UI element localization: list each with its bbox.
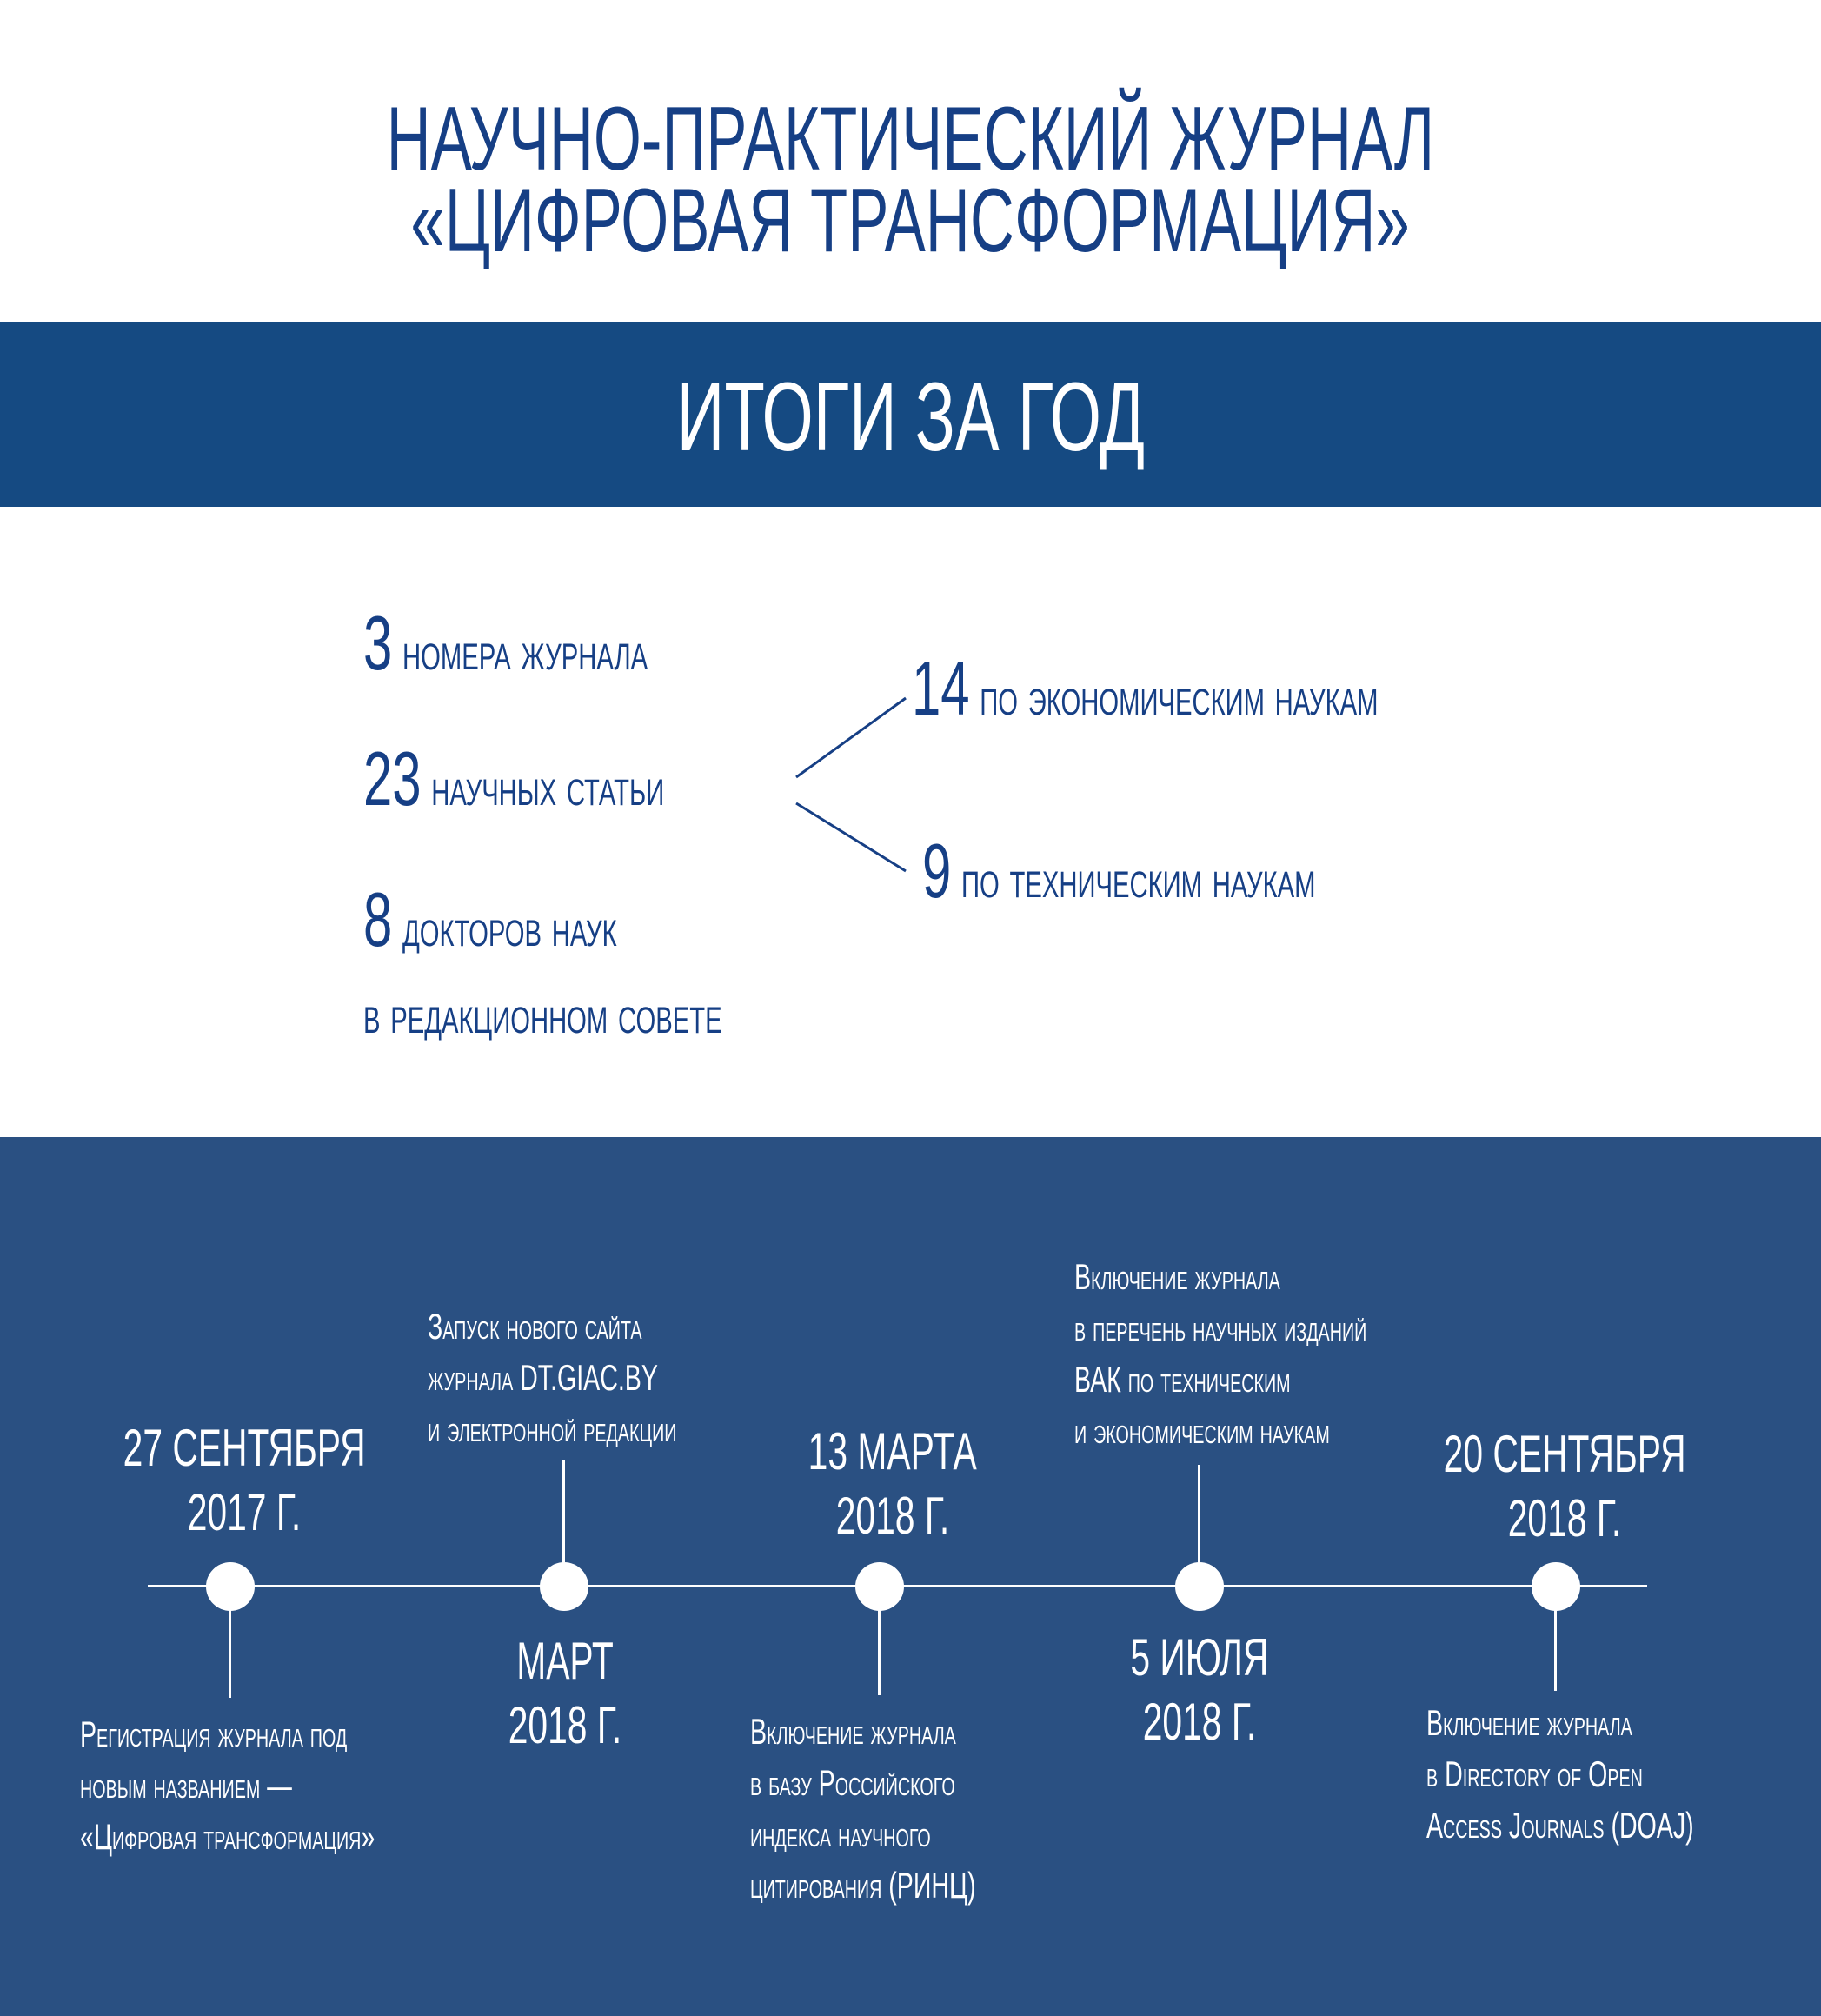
timeline-dot: [540, 1562, 588, 1611]
event-date: МАРТ 2018 Г.: [508, 1632, 622, 1754]
stat-articles: 23 научных статьи: [363, 735, 665, 822]
event-date: 20 СЕНТЯБРЯ 2018 Г.: [1443, 1425, 1686, 1547]
page-title-line1: НАУЧНО-ПРАКТИЧЕСКИЙ ЖУРНАЛ: [386, 89, 1435, 190]
timeline-dot: [1532, 1562, 1580, 1611]
timeline-dot: [855, 1562, 904, 1611]
event-description: Включение журнала в перечень научных изданий ВАК по техническим и экономическим наукам: [1074, 1256, 1367, 1451]
stat-issues: 3 номера журнала: [363, 600, 648, 686]
event-date: 13 МАРТА 2018 Г.: [807, 1422, 978, 1545]
event-description: Включение журнала в Directory of Open Access Journals (DOAJ): [1426, 1702, 1694, 1846]
summary-title: ИТОГИ ЗА ГОД: [676, 363, 1145, 471]
stat-technical: 9 по техническим наукам: [922, 828, 1316, 914]
stat-doctors: 8 докторов наук: [363, 876, 617, 962]
event-description: Регистрация журнала под новым названием — «Цифровая трансформация»: [80, 1713, 375, 1857]
timeline-dot: [1175, 1562, 1224, 1611]
event-date: 27 СЕНТЯБРЯ 2017 Г.: [123, 1419, 366, 1541]
event-date: 5 ИЮЛЯ 2018 Г.: [1130, 1628, 1269, 1751]
stat-doctors-line2: в редакционном совете: [363, 985, 722, 1045]
timeline-dot: [206, 1562, 255, 1611]
page-title-line2: «ЦИФРОВАЯ ТРАНСФОРМАЦИЯ»: [410, 170, 1411, 271]
event-description: Запуск нового сайта журнала DT.GIAC.BY и электронной редакции: [428, 1306, 677, 1449]
event-description: Включение журнала в базу Российского индекса научного цитирования (РИНЦ): [750, 1711, 976, 1906]
stat-economics: 14 по экономическим наукам: [912, 645, 1379, 731]
